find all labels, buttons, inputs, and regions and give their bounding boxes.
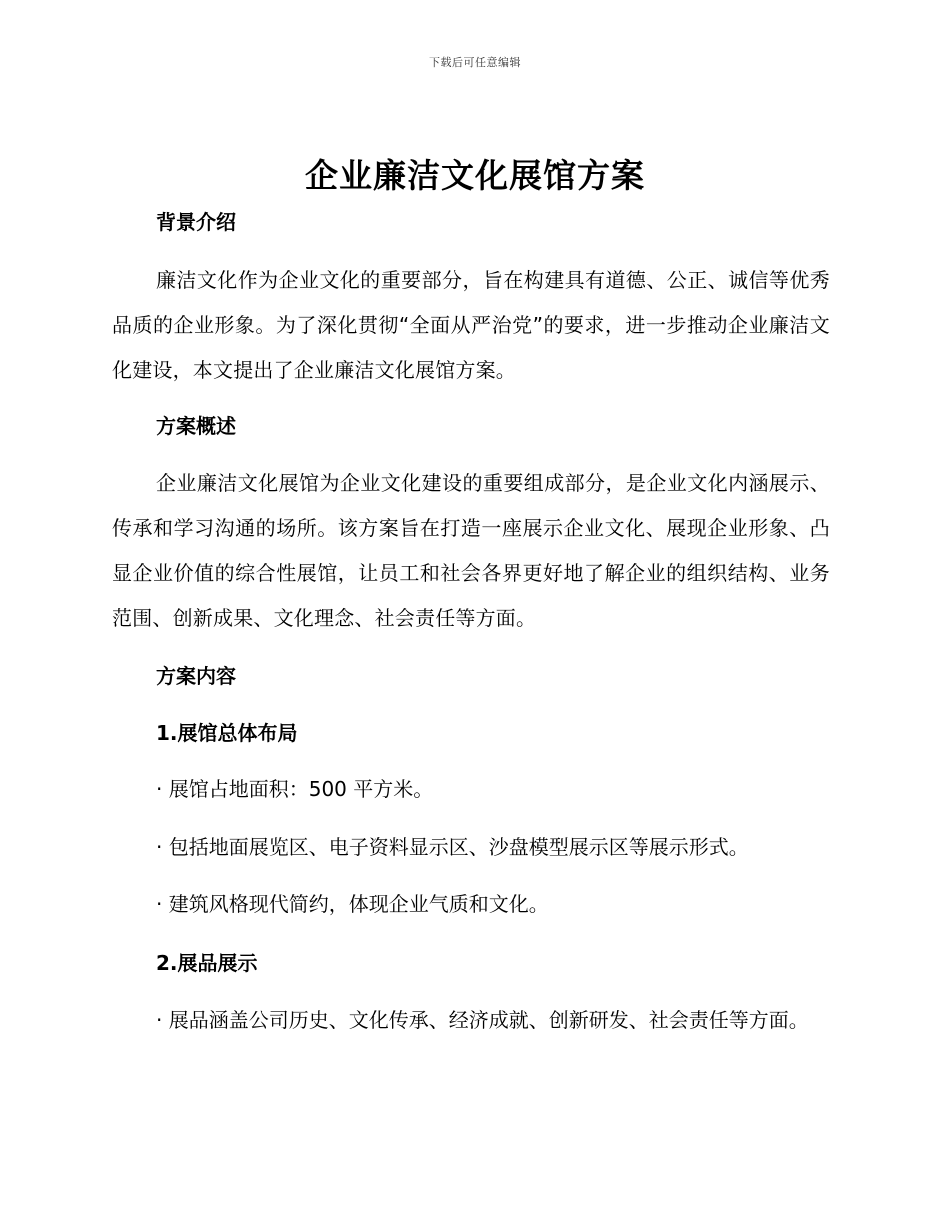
page-title: 企业廉洁文化展馆方案 — [305, 156, 645, 195]
layout-bullet-2-block — [112, 825, 830, 870]
layout-bullet-1-block — [112, 767, 830, 812]
section-heading-background: 背景介绍 — [156, 210, 236, 234]
section-background-body-block — [112, 258, 830, 393]
subsection-layout-heading-block — [112, 719, 830, 747]
list-item: · 展馆占地面积：500 平方米。 — [156, 777, 434, 801]
paragraph-overview: 企业廉洁文化展馆为企业文化建设的重要组成部分，是企业文化内涵展示、传承和学习沟通的场所。该方案旨在打造一座展示企业文化、展现企业形象、凸显企业价值的综合性展馆，让员工和社会各界更好地了解企业的组织结构、业务范围、创新成果、文化理念、社会责任等方面。 — [112, 471, 830, 630]
subsection-heading-exhibits: 2.展品展示 — [156, 951, 258, 975]
section-overview-heading-block — [112, 412, 830, 440]
section-heading-overview: 方案概述 — [156, 414, 236, 438]
subsection-exhibits-heading-block — [112, 949, 830, 977]
subsection-heading-layout: 1.展馆总体布局 — [156, 721, 298, 745]
header-note: 下载后可任意编辑 — [429, 56, 521, 69]
section-background-heading-block — [112, 208, 830, 236]
list-item: · 展品涵盖公司历史、文化传承、经济成就、创新研发、社会责任等方面。 — [156, 1008, 809, 1032]
section-heading-content: 方案内容 — [156, 664, 236, 688]
section-content-heading-block — [112, 662, 830, 690]
section-overview-body-block — [112, 461, 830, 641]
exhibits-bullet-1-block — [112, 998, 830, 1043]
list-item: · 包括地面展览区、电子资料显示区、沙盘模型展示区等展示形式。 — [156, 835, 749, 859]
paragraph-background: 廉洁文化作为企业文化的重要部分，旨在构建具有道德、公正、诚信等优秀品质的企业形象。为了深化贯彻“全面从严治党”的要求，进一步推动企业廉洁文化建设，本文提出了企业廉洁文化展馆方案。 — [112, 268, 830, 382]
list-item: · 建筑风格现代简约，体现企业气质和文化。 — [156, 892, 549, 916]
layout-bullet-3-block — [112, 882, 830, 927]
